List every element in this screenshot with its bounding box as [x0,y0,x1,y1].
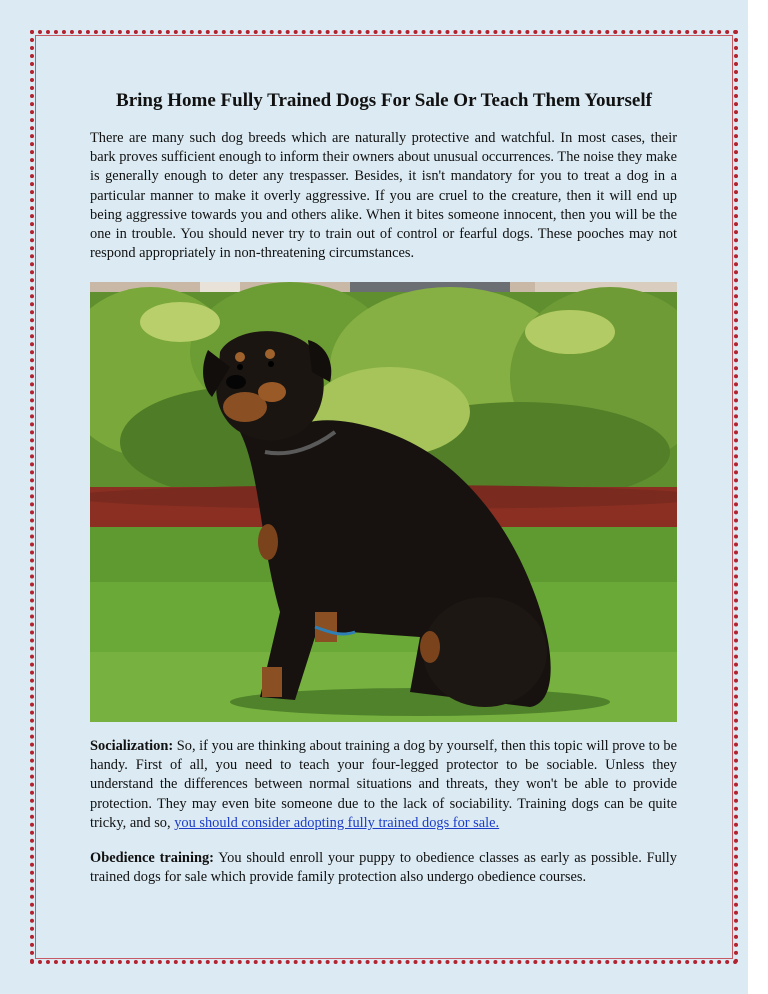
obedience-paragraph [90,849,677,887]
intro-paragraph: There are many such dog breeds which are naturally protective and watchful. In most cases, their bark proves sufficient enough to inform their owners about unusual occurrences. The noise they make is generally enough to deter any trespasser. Besides, it isn't mandatory for you to treat a dog in a particular manner to make it overly aggressive. If you are cruel to the creature, then it will end up being aggressive towards you and others alike. When it bites someone innocent, then you will be the one in trouble. You should never try to train out of control or fearful dogs. These pooches may not respond appropriately in non-threatening circumstances. [90,130,677,262]
socialization-label: Socialization: [90,738,174,754]
adopt-trained-dogs-link[interactable]: you should consider adopting fully trained dogs for sale. [174,814,500,831]
socialization-text: So, if you are thinking about training a dog by yourself, then this topic will prove to be handy. First of all, you need to teach your four-legged protector to be sociable. Unless they understand the differences between normal situations and threats, they won't be able to provide protection. They may even bite someone due to the lack of sociability. Training dogs can be quite tricky, and so, [90,738,677,831]
obedience-label: Obedience training: [90,850,214,866]
rottweiler-photo [90,282,677,722]
obedience-text: You should enroll your puppy to obedience classes as early as possible. Fully trained dogs for sale which provide family protection also undergo obedience courses. [90,850,677,886]
socialization-paragraph [90,737,677,833]
page-title: Bring Home Fully Trained Dogs For Sale Or Teach Them Yourself [116,90,652,111]
